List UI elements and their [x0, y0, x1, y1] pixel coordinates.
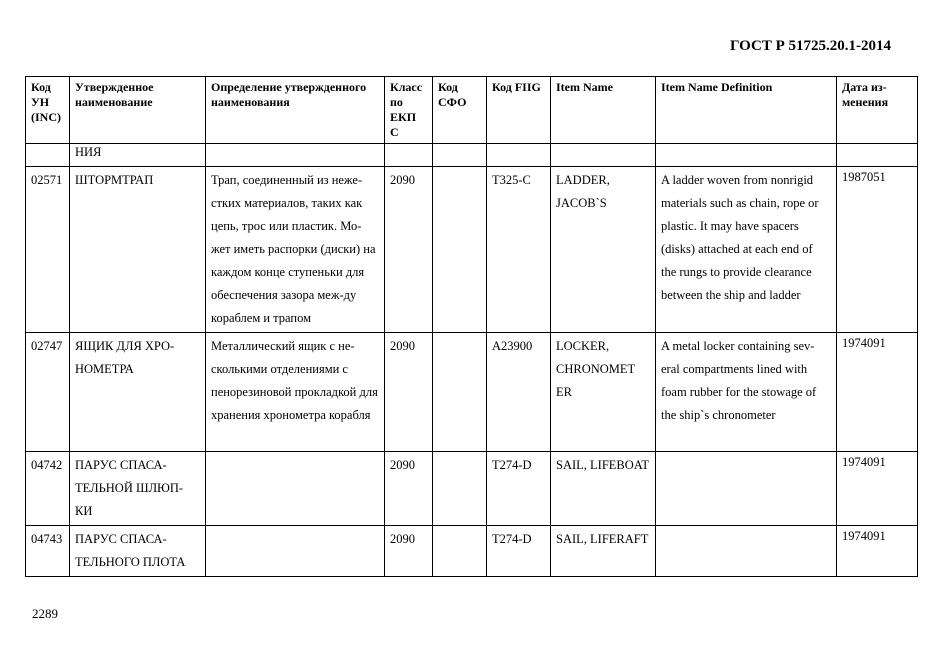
cell-name: ПАРУС СПАСА-ТЕЛЬНОЙ ШЛЮП-КИ — [70, 452, 206, 526]
cell-name: ПАРУС СПАСА-ТЕЛЬНОГО ПЛОТА — [70, 526, 206, 577]
cell-class: 2090 — [385, 333, 433, 452]
cont-cell — [487, 144, 551, 167]
cell-fiig: A23900 — [487, 333, 551, 452]
cell-class: 2090 — [385, 167, 433, 333]
cell-item-def: A metal locker containing sev-eral compartments lined with foam rubber for the stowage of the ship`s chronometer — [656, 333, 837, 452]
cell-fiig: T274-D — [487, 452, 551, 526]
cont-cell — [385, 144, 433, 167]
cell-fiig: T274-D — [487, 526, 551, 577]
cell-fiig: T325-C — [487, 167, 551, 333]
cont-cell — [837, 144, 918, 167]
cell-item-def — [656, 526, 837, 577]
cell-item-name: SAIL, LIFEBOAT — [551, 452, 656, 526]
cell-date: 1974091 — [837, 333, 918, 452]
cont-cell — [551, 144, 656, 167]
cell-class: 2090 — [385, 526, 433, 577]
col-header-class: Класс по ЕКП С — [385, 77, 433, 144]
cont-cell — [26, 144, 70, 167]
col-header-code: Код УН (INC) — [26, 77, 70, 144]
cont-cell: НИЯ — [70, 144, 206, 167]
table-header-row — [26, 77, 918, 144]
cell-sfo — [433, 333, 487, 452]
table-row — [26, 333, 918, 452]
cell-sfo — [433, 526, 487, 577]
cell-class: 2090 — [385, 452, 433, 526]
cell-code: 04742 — [26, 452, 70, 526]
col-header-date: Дата из-менения — [837, 77, 918, 144]
page-number: 2289 — [32, 606, 58, 621]
document-code: ГОСТ Р 51725.20.1-2014 — [729, 38, 891, 54]
cell-item-name: LADDER, JACOB`S — [551, 167, 656, 333]
col-header-fiig: Код FIIG — [487, 77, 551, 144]
cell-item-def: A ladder woven from nonrigid materials such as chain, rope or plastic. It may have spacers (disks) attached at each end of the rungs to provide clearance between the ship and ladder — [656, 167, 837, 333]
catalog-table — [25, 76, 918, 577]
table-row — [26, 526, 918, 577]
cell-date: 1974091 — [837, 452, 918, 526]
cell-definition — [206, 452, 385, 526]
cell-code: 02571 — [26, 167, 70, 333]
cell-definition: Трап, соединенный из неже-стких материалов, таких как цепь, трос или пластик. Мо-жет иметь распорки (диски) на каждом конце ступеньки для обеспечения зазора меж-ду кораблем и трапом — [206, 167, 385, 333]
cell-date: 1987051 — [837, 167, 918, 333]
cell-code: 02747 — [26, 333, 70, 452]
cell-name: ШТОРМТРАП — [70, 167, 206, 333]
cell-item-name: LOCKER, CHRONOMET ER — [551, 333, 656, 452]
cell-item-name: SAIL, LIFERAFT — [551, 526, 656, 577]
cont-cell — [206, 144, 385, 167]
col-header-definition: Определение утвержденного наименования — [206, 77, 385, 144]
cell-item-def — [656, 452, 837, 526]
cell-code: 04743 — [26, 526, 70, 577]
col-header-approved-name: Утвержденное наименование — [70, 77, 206, 144]
cell-definition — [206, 526, 385, 577]
continuation-row — [26, 144, 918, 167]
table-row — [26, 167, 918, 333]
cell-sfo — [433, 167, 487, 333]
cell-date: 1974091 — [837, 526, 918, 577]
table-row — [26, 452, 918, 526]
cont-cell — [656, 144, 837, 167]
cell-name: ЯЩИК ДЛЯ ХРО-НОМЕТРА — [70, 333, 206, 452]
col-header-sfo: Код СФО — [433, 77, 487, 144]
cell-sfo — [433, 452, 487, 526]
col-header-item-name: Item Name — [551, 77, 656, 144]
col-header-item-def: Item Name Definition — [656, 77, 837, 144]
cont-cell — [433, 144, 487, 167]
cell-definition: Металлический ящик с не-сколькими отделениями с пенорезиновой прокладкой для хранения хронометра корабля — [206, 333, 385, 452]
